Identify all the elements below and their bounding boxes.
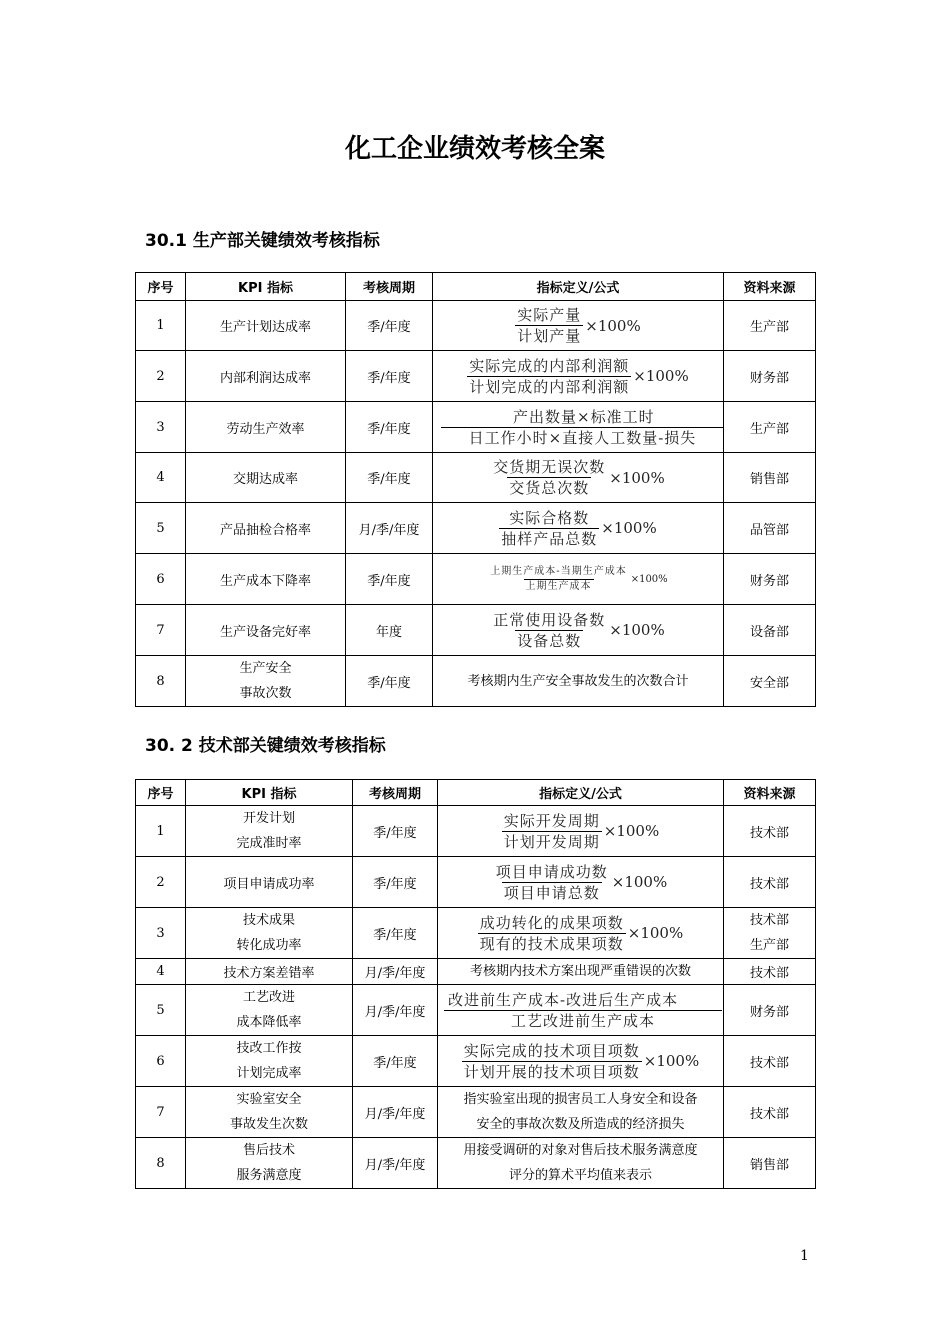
row-source: 技术部 bbox=[724, 806, 816, 857]
denominator: 现有的技术成果项数 bbox=[479, 934, 624, 953]
numerator: 正常使用设备数 bbox=[493, 610, 606, 629]
multiplier: ×100% bbox=[585, 316, 641, 335]
row-period: 月/季/年度 bbox=[353, 985, 438, 1036]
row-kpi-line: 完成准时率 bbox=[236, 836, 302, 851]
row-period: 季/年度 bbox=[353, 1036, 438, 1087]
row-source: 财务部 bbox=[724, 351, 816, 402]
numerator: 改进前生产成本-改进后生产成本 bbox=[448, 990, 679, 1009]
table-row bbox=[136, 985, 816, 1036]
table-row bbox=[136, 857, 816, 908]
row-source: 销售部 bbox=[724, 453, 816, 503]
denominator: 项目申请总数 bbox=[503, 883, 600, 902]
denominator: 抽样产品总数 bbox=[501, 529, 598, 548]
fraction bbox=[499, 508, 599, 549]
row-kpi-line: 事故次数 bbox=[239, 686, 292, 701]
row-no: 2 bbox=[136, 351, 186, 402]
header-definition: 指标定义/公式 bbox=[433, 273, 724, 301]
row-kpi bbox=[186, 1087, 353, 1138]
row-formula bbox=[433, 402, 724, 453]
table-header-row bbox=[136, 780, 816, 806]
row-no: 6 bbox=[136, 1036, 186, 1087]
row-kpi bbox=[186, 908, 353, 959]
row-no: 4 bbox=[136, 453, 186, 503]
row-kpi: 生产成本下降率 bbox=[186, 554, 346, 605]
row-source: 财务部 bbox=[724, 985, 816, 1036]
row-kpi-line: 实验室安全 bbox=[236, 1092, 302, 1107]
row-kpi: 产品抽检合格率 bbox=[186, 503, 346, 554]
row-kpi bbox=[186, 1036, 353, 1087]
fraction bbox=[478, 913, 626, 954]
denominator: 日工作小时×直接人工数量-损失 bbox=[441, 427, 724, 448]
denominator: 工艺改进前生产成本 bbox=[444, 1010, 722, 1031]
header-source: 资料来源 bbox=[724, 780, 816, 806]
row-source-line: 生产部 bbox=[749, 938, 789, 953]
row-kpi: 生产计划达成率 bbox=[186, 301, 346, 351]
row-period: 季/年度 bbox=[346, 402, 433, 453]
row-no: 1 bbox=[136, 301, 186, 351]
row-no: 5 bbox=[136, 985, 186, 1036]
numerator: 实际合格数 bbox=[509, 508, 590, 527]
row-kpi bbox=[186, 806, 353, 857]
row-period: 季/年度 bbox=[353, 908, 438, 959]
section-heading-production: 30.1 生产部关键绩效考核指标 bbox=[145, 231, 380, 251]
row-formula bbox=[438, 806, 724, 857]
row-no: 8 bbox=[136, 1138, 186, 1189]
row-kpi-line: 服务满意度 bbox=[236, 1168, 302, 1183]
row-period: 季/年度 bbox=[346, 554, 433, 605]
row-definition-line: 评分的算术平均值来表示 bbox=[508, 1168, 652, 1183]
row-no: 7 bbox=[136, 1087, 186, 1138]
row-kpi-line: 计划完成率 bbox=[236, 1066, 302, 1081]
row-period: 季/年度 bbox=[346, 453, 433, 503]
numerator: 实际开发周期 bbox=[503, 811, 600, 830]
multiplier: ×100% bbox=[609, 621, 665, 639]
row-formula bbox=[438, 857, 724, 908]
row-no: 5 bbox=[136, 503, 186, 554]
row-kpi-line: 工艺改进 bbox=[242, 990, 295, 1005]
row-period: 月/季/年度 bbox=[346, 503, 433, 554]
row-source: 品管部 bbox=[724, 503, 816, 554]
row-period: 季/年度 bbox=[353, 857, 438, 908]
denominator: 设备总数 bbox=[517, 631, 582, 650]
fraction bbox=[488, 565, 628, 594]
table-row bbox=[136, 453, 816, 503]
table-row bbox=[136, 1036, 816, 1087]
row-source: 技术部 bbox=[724, 857, 816, 908]
row-no: 3 bbox=[136, 908, 186, 959]
row-kpi: 交期达成率 bbox=[186, 453, 346, 503]
row-definition bbox=[438, 1138, 724, 1189]
row-kpi-line: 转化成功率 bbox=[236, 938, 302, 953]
row-definition: 考核期内生产安全事故发生的次数合计 bbox=[433, 656, 724, 707]
numerator: 产出数量×标准工时 bbox=[513, 407, 655, 426]
header-definition: 指标定义/公式 bbox=[438, 780, 724, 806]
row-no: 7 bbox=[136, 605, 186, 656]
fraction bbox=[467, 356, 631, 397]
row-period: 季/年度 bbox=[346, 301, 433, 351]
denominator: 计划开发周期 bbox=[503, 832, 600, 851]
row-formula bbox=[433, 503, 724, 554]
fraction bbox=[494, 862, 610, 903]
numerator: 项目申请成功数 bbox=[495, 862, 608, 881]
row-kpi: 生产设备完好率 bbox=[186, 605, 346, 656]
denominator: 交货总次数 bbox=[509, 479, 590, 497]
row-formula bbox=[433, 554, 724, 605]
row-formula bbox=[433, 605, 724, 656]
row-period: 月/季/年度 bbox=[353, 1138, 438, 1189]
row-source: 销售部 bbox=[724, 1138, 816, 1189]
header-source: 资料来源 bbox=[724, 273, 816, 301]
table-row bbox=[136, 959, 816, 985]
row-kpi bbox=[186, 656, 346, 707]
denominator: 计划产量 bbox=[517, 327, 582, 345]
row-definition bbox=[438, 1087, 724, 1138]
row-kpi bbox=[186, 1138, 353, 1189]
multiplier: ×100% bbox=[603, 822, 660, 840]
row-kpi: 内部利润达成率 bbox=[186, 351, 346, 402]
row-source: 技术部 bbox=[724, 959, 816, 985]
table-row bbox=[136, 605, 816, 656]
row-kpi-line: 售后技术 bbox=[242, 1143, 295, 1158]
row-no: 6 bbox=[136, 554, 186, 605]
page-number: 1 bbox=[800, 1248, 809, 1264]
row-no: 3 bbox=[136, 402, 186, 453]
multiplier: ×100% bbox=[630, 573, 668, 585]
section-heading-technical: 30. 2 技术部关键绩效考核指标 bbox=[145, 736, 386, 756]
numerator: 交货期无误次数 bbox=[493, 458, 606, 476]
table-row bbox=[136, 503, 816, 554]
row-kpi-line: 成本降低率 bbox=[236, 1015, 302, 1030]
denominator: 上期生产成本 bbox=[525, 580, 592, 592]
row-definition-line: 安全的事故次数及所造成的经济损失 bbox=[476, 1117, 685, 1132]
fraction bbox=[462, 1041, 642, 1082]
row-period: 季/年度 bbox=[346, 656, 433, 707]
numerator: 上期生产成本-当期生产成本 bbox=[490, 565, 627, 577]
fraction bbox=[491, 610, 607, 651]
multiplier: ×100% bbox=[643, 1052, 700, 1070]
table-row bbox=[136, 908, 816, 959]
row-source: 生产部 bbox=[724, 402, 816, 453]
row-period: 季/年度 bbox=[346, 351, 433, 402]
header-no: 序号 bbox=[136, 273, 186, 301]
row-no: 8 bbox=[136, 656, 186, 707]
row-source: 设备部 bbox=[724, 605, 816, 656]
fraction bbox=[515, 305, 583, 346]
row-kpi-line: 技术成果 bbox=[242, 913, 295, 928]
row-formula bbox=[438, 908, 724, 959]
numerator: 成功转化的成果项数 bbox=[479, 913, 624, 932]
row-no: 2 bbox=[136, 857, 186, 908]
table-row bbox=[136, 554, 816, 605]
row-period: 季/年度 bbox=[353, 806, 438, 857]
table-row bbox=[136, 1138, 816, 1189]
row-formula bbox=[433, 301, 724, 351]
row-formula bbox=[438, 985, 724, 1036]
technical-kpi-table bbox=[135, 779, 816, 1189]
row-definition-line: 指实验室出现的损害员工人身安全和设备 bbox=[463, 1092, 698, 1107]
table-row bbox=[136, 1087, 816, 1138]
header-no: 序号 bbox=[136, 780, 186, 806]
table-row bbox=[136, 351, 816, 402]
denominator: 计划开展的技术项目项数 bbox=[463, 1062, 640, 1081]
row-source: 技术部 bbox=[724, 1036, 816, 1087]
table-row bbox=[136, 301, 816, 351]
row-kpi-line: 技改工作按 bbox=[236, 1041, 302, 1056]
row-definition-line: 用接受调研的对象对售后技术服务满意度 bbox=[463, 1143, 698, 1158]
production-kpi-table bbox=[135, 272, 816, 707]
row-formula bbox=[433, 351, 724, 402]
row-kpi-line: 开发计划 bbox=[242, 811, 295, 826]
header-kpi: KPI 指标 bbox=[186, 273, 346, 301]
header-period: 考核周期 bbox=[346, 273, 433, 301]
numerator: 实际完成的技术项目项数 bbox=[463, 1041, 640, 1060]
row-formula bbox=[438, 1036, 724, 1087]
row-formula bbox=[433, 453, 724, 503]
numerator: 实际产量 bbox=[517, 306, 582, 324]
multiplier: ×100% bbox=[601, 519, 657, 537]
multiplier: ×100% bbox=[609, 468, 665, 487]
row-no: 1 bbox=[136, 806, 186, 857]
row-kpi-line: 生产安全 bbox=[239, 661, 292, 676]
row-source-line: 技术部 bbox=[749, 913, 789, 928]
row-kpi bbox=[186, 985, 353, 1036]
denominator: 计划完成的内部利润额 bbox=[469, 377, 630, 396]
multiplier: ×100% bbox=[627, 924, 684, 942]
row-kpi: 技术方案差错率 bbox=[186, 959, 353, 985]
fraction bbox=[446, 990, 720, 1031]
row-source: 财务部 bbox=[724, 554, 816, 605]
table-row bbox=[136, 806, 816, 857]
table-header-row bbox=[136, 273, 816, 301]
row-kpi: 项目申请成功率 bbox=[186, 857, 353, 908]
table-row bbox=[136, 656, 816, 707]
row-definition: 考核期内技术方案出现严重错误的次数 bbox=[438, 959, 724, 985]
row-source bbox=[724, 908, 816, 959]
table-row bbox=[136, 402, 816, 453]
fraction bbox=[491, 457, 607, 498]
row-source: 安全部 bbox=[724, 656, 816, 707]
row-period: 月/季/年度 bbox=[353, 959, 438, 985]
fraction bbox=[441, 407, 720, 448]
header-period: 考核周期 bbox=[353, 780, 438, 806]
numerator: 实际完成的内部利润额 bbox=[469, 356, 630, 375]
header-kpi: KPI 指标 bbox=[186, 780, 353, 806]
multiplier: ×100% bbox=[611, 873, 668, 891]
fraction bbox=[502, 811, 602, 852]
row-kpi-line: 事故发生次数 bbox=[229, 1117, 308, 1132]
multiplier: ×100% bbox=[633, 367, 689, 385]
row-kpi: 劳动生产效率 bbox=[186, 402, 346, 453]
row-period: 年度 bbox=[346, 605, 433, 656]
row-source: 技术部 bbox=[724, 1087, 816, 1138]
row-period: 月/季/年度 bbox=[353, 1087, 438, 1138]
row-no: 4 bbox=[136, 959, 186, 985]
row-source: 生产部 bbox=[724, 301, 816, 351]
document-title: 化工企业绩效考核全案 bbox=[344, 134, 605, 164]
